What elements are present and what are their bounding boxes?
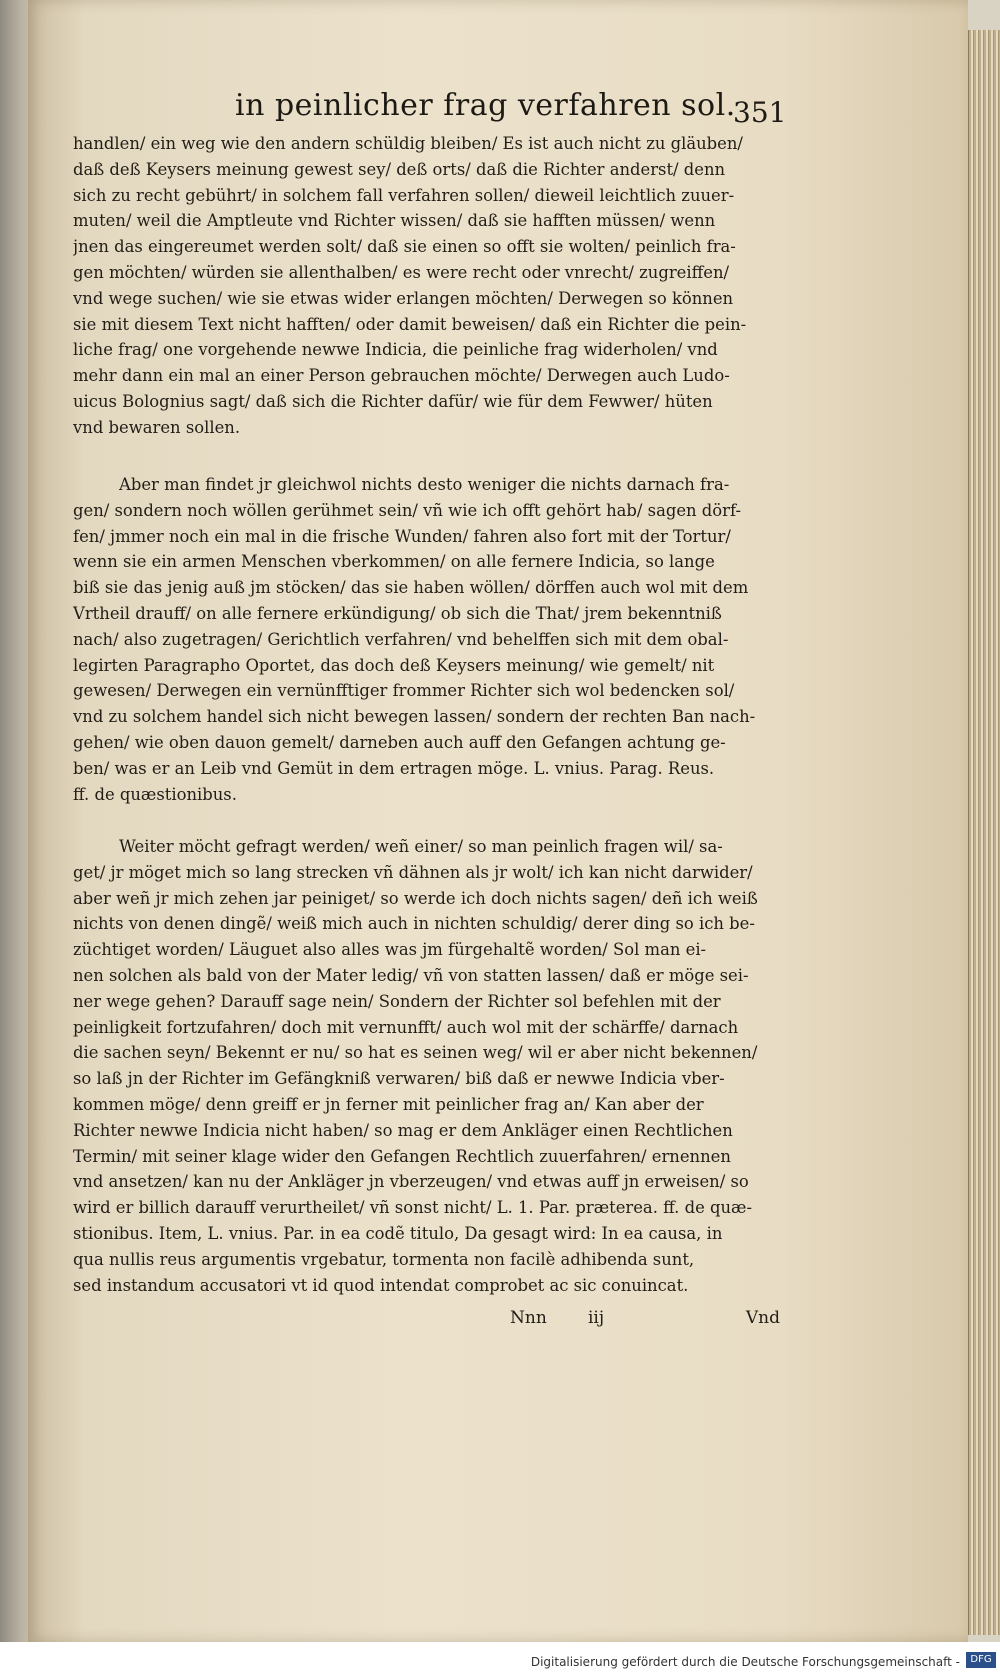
text-line: stionibus. Item, L. vnius. Par. in ea codẽ titulo, Da gesagt wird: In ea causa, in	[73, 1223, 723, 1243]
catchword-line	[510, 1308, 780, 1338]
text-line: gehen/ wie oben dauon gemelt/ darneben auch auff den Gefangen achtung ge-	[73, 732, 726, 752]
text-line: kommen möge/ denn greiff er jn ferner mit peinlicher frag an/ Kan aber der	[73, 1094, 704, 1114]
text-line: gen möchten/ würden sie allenthalben/ es were recht oder vnrecht/ zugreiffen/	[73, 262, 730, 282]
text-line: daß deß Keysers meinung gewest sey/ deß orts/ daß die Richter anderst/ denn	[73, 159, 726, 179]
text-line: nen solchen als bald von der Mater ledig/ vñ von statten lassen/ daß er möge sei-	[73, 965, 749, 985]
text-line: jnen das eingereumet werden solt/ daß sie einen so offt sie wolten/ peinlich fra-	[73, 237, 736, 257]
text-line: sich zu recht gebührt/ in solchem fall verfahren sollen/ dieweil leichtlich zuuer-	[73, 185, 735, 205]
text-line: die sachen seyn/ Bekennt er nu/ so hat es seinen weg/ wil er aber nicht bekennen/	[73, 1043, 758, 1063]
text-line: Richter newwe Indicia nicht haben/ so mag er dem Ankläger einen Rechtlichen	[73, 1120, 733, 1140]
text-line: gewesen/ Derwegen ein vernünfftiger frommer Richter sich wol bedencken sol/	[73, 681, 735, 701]
text-line: ff. de quæstionibus.	[73, 784, 237, 804]
text-line: peinligkeit fortzufahren/ doch mit vernunfft/ auch wol mit der schärffe/ darnach	[73, 1017, 739, 1037]
text-line: ner wege gehen? Darauff sage nein/ Sondern der Richter sol befehlen mit der	[73, 991, 721, 1011]
text-line: liche frag/ one vorgehende newwe Indicia, die peinliche frag widerholen/ vnd	[73, 340, 718, 360]
text-line: qua nullis reus argumentis vrgebatur, tormenta non facilè adhibenda sunt,	[73, 1249, 695, 1269]
text-line: sie mit diesem Text nicht hafften/ oder damit beweisen/ daß ein Richter die pein-	[73, 314, 747, 334]
text-line: aber weñ jr mich zehen jar peiniget/ so werde ich doch nichts sagen/ deñ ich weiß	[73, 888, 758, 908]
text-line: legirten Paragrapho Oportet, das doch deß Keysers meinung/ wie gemelt/ nit	[73, 655, 715, 675]
text-line: get/ jr möget mich so lang strecken vñ dähnen als jr wolt/ ich kan nicht darwider/	[73, 862, 753, 882]
catchword: Vnd	[745, 1308, 780, 1328]
text-line: Vrtheil drauff/ on alle fernere erkündigung/ ob sich die That/ jrem bekenntniß	[73, 603, 722, 623]
text-line: so laß jn der Richter im Gefängkniß verwaren/ biß daß er newwe Indicia vber-	[73, 1069, 725, 1089]
text-line: muten/ weil die Amptleute vnd Richter wissen/ daß sie hafften müssen/ wenn	[73, 211, 716, 231]
signature-number: iij	[588, 1308, 605, 1328]
text-line: wenn sie ein armen Menschen vberkommen/ on alle fernere Indicia, so lange	[73, 552, 715, 572]
signature-mark: Nnn	[510, 1308, 547, 1328]
text-line: Aber man findet jr gleichwol nichts desto weniger die nichts darnach fra-	[119, 475, 730, 494]
text-line: vnd wege suchen/ wie sie etwas wider erlangen möchten/ Derwegen so können	[73, 288, 734, 308]
text-line: nach/ also zugetragen/ Gerichtlich verfahren/ vnd behelffen sich mit dem obal-	[73, 629, 729, 649]
text-line: züchtiget worden/ Läuguet also alles was jm fürgehaltẽ worden/ Sol man ei-	[73, 940, 707, 960]
text-line: fen/ jmmer noch ein mal in die frische Wunden/ fahren also fort mit der Tortur/	[73, 526, 731, 546]
paragraph-2	[73, 472, 795, 807]
text-line: Termin/ mit seiner klage wider den Gefangen Rechtlich zuuerfahren/ ernennen	[73, 1146, 731, 1166]
dfg-logo: DFG	[966, 1652, 996, 1668]
running-header: in peinlicher frag verfahren sol.	[235, 88, 736, 123]
text-line: gen/ sondern noch wöllen gerühmet sein/ vñ wie ich offt gehört hab/ sagen dörf-	[73, 500, 742, 520]
text-line: biß sie das jenig auß jm stöcken/ das sie haben wöllen/ dörffen auch wol mit dem	[73, 578, 749, 598]
text-line: Weiter möcht gefragt werden/ weñ einer/ so man peinlich fragen wil/ sa-	[119, 837, 723, 856]
paragraph-1	[73, 131, 795, 441]
page-number: 351	[733, 96, 787, 129]
text-line: ben/ was er an Leib vnd Gemüt in dem ertragen möge. L. vnius. Parag. Reus.	[73, 758, 715, 778]
text-line: wird er billich darauff verurtheilet/ vñ sonst nicht/ L. 1. Par. præterea. ff. de quæ-	[73, 1198, 752, 1218]
text-line: mehr dann ein mal an einer Person gebrauchen möchte/ Derwegen auch Ludo-	[73, 366, 730, 386]
text-line: vnd bewaren sollen.	[73, 417, 241, 437]
text-line: handlen/ ein weg wie den andern schüldig bleiben/ Es ist auch nicht zu gläuben/	[73, 134, 743, 153]
digitization-credit: Digitalisierung gefördert durch die Deutsche Forschungsgemeinschaft -	[530, 1655, 960, 1669]
paragraph-3	[73, 834, 795, 1298]
text-line: vnd zu solchem handel sich nicht bewegen lassen/ sondern der rechten Ban nach-	[73, 707, 756, 727]
page-edges	[968, 30, 1000, 1635]
text-line: vnd ansetzen/ kan nu der Ankläger jn vberzeugen/ vnd etwas auff jn erweisen/ so	[73, 1172, 749, 1192]
text-line: nichts von denen dingẽ/ weiß mich auch in nichten schuldig/ derer ding so ich be-	[73, 914, 755, 934]
text-line: sed instandum accusatori vt id quod intendat comprobet ac sic conuincat.	[73, 1275, 689, 1295]
text-line: uicus Bolognius sagt/ daß sich die Richter dafür/ wie für dem Fewwer/ hüten	[73, 391, 713, 411]
